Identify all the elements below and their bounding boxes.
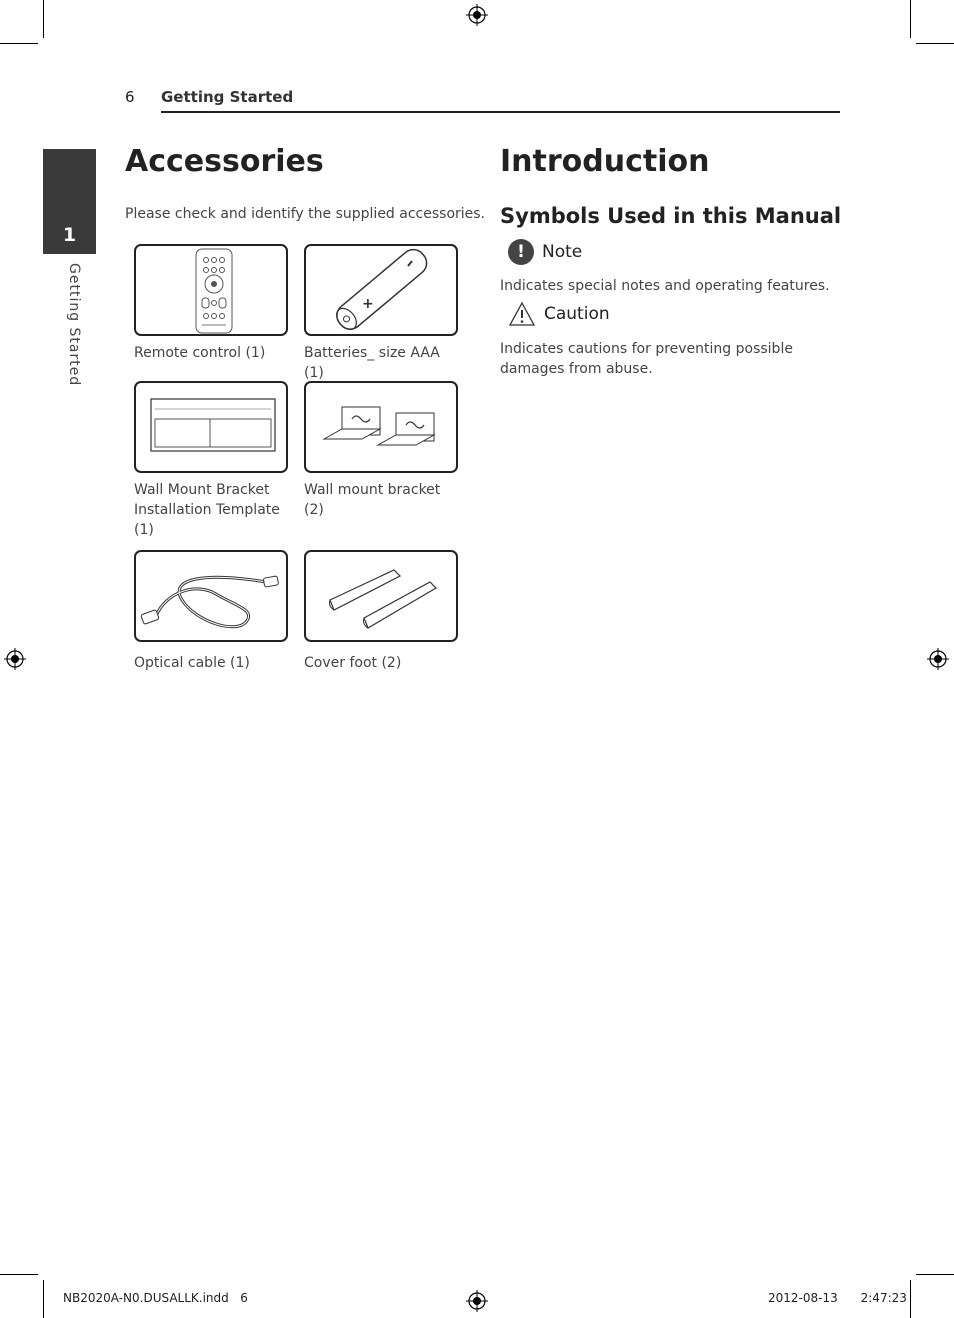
optical-cable-icon: [136, 552, 286, 640]
chapter-number: 1: [62, 224, 77, 246]
cover-foot-icon: [306, 552, 456, 640]
accessory-card-template: [134, 381, 288, 473]
crop-mark: [0, 43, 38, 44]
introduction-title: Introduction: [500, 144, 710, 179]
accessory-caption: Batteries_ size AAA (1): [304, 345, 440, 381]
note-description: Indicates special notes and operating features.: [500, 278, 830, 294]
caution-label: Caution: [544, 304, 610, 324]
crop-mark: [916, 43, 954, 44]
accessory-card-bracket: [304, 381, 458, 473]
crop-mark: [0, 1274, 38, 1275]
registration-mark-icon: [927, 648, 949, 670]
page-number: 6: [125, 88, 135, 106]
running-header: Getting Started: [161, 88, 294, 106]
caution-heading: [508, 301, 610, 327]
registration-mark-icon: [4, 648, 26, 670]
accessories-title: Accessories: [125, 144, 324, 179]
battery-icon: [306, 246, 456, 334]
note-heading: [508, 239, 582, 265]
crop-mark: [43, 0, 44, 38]
crop-mark: [916, 1274, 954, 1275]
caution-description: Indicates cautions for preventing possible damages from abuse.: [500, 341, 793, 377]
accessory-caption: Wall Mount Bracket Installation Template (1): [134, 482, 280, 538]
crop-mark: [910, 0, 911, 38]
footer-file-info: NB2020A-N0.DUSALLK.indd 6: [63, 1291, 248, 1305]
accessory-caption: Wall mount bracket (2): [304, 482, 441, 518]
remote-control-icon: [136, 246, 286, 334]
registration-mark-icon: [466, 1290, 488, 1312]
accessory-card-cover-foot: [304, 550, 458, 642]
exclamation-circle-icon: !: [508, 239, 534, 265]
svg-text:+: +: [362, 296, 374, 312]
wall-bracket-icon: [306, 383, 456, 471]
accessory-card-remote: [134, 244, 288, 336]
crop-mark: [910, 1280, 911, 1318]
accessories-intro: Please check and identify the supplied accessories.: [125, 206, 486, 222]
note-label: Note: [542, 242, 583, 262]
chapter-tab-label: Getting Started: [66, 263, 82, 387]
header-rule: [161, 111, 840, 113]
accessory-caption: Remote control (1): [134, 345, 266, 361]
accessory-caption: Cover foot (2): [304, 655, 402, 671]
caution-triangle-icon: [508, 301, 536, 327]
crop-mark: [43, 1280, 44, 1318]
footer-timestamp: 2012-08-13 2:47:23: [768, 1291, 907, 1305]
accessory-card-battery: [304, 244, 458, 336]
installation-template-icon: [136, 383, 286, 471]
accessory-caption: Optical cable (1): [134, 655, 250, 671]
accessory-card-cable: [134, 550, 288, 642]
symbols-subtitle: Symbols Used in this Manual: [500, 204, 842, 228]
registration-mark-icon: [466, 4, 488, 26]
